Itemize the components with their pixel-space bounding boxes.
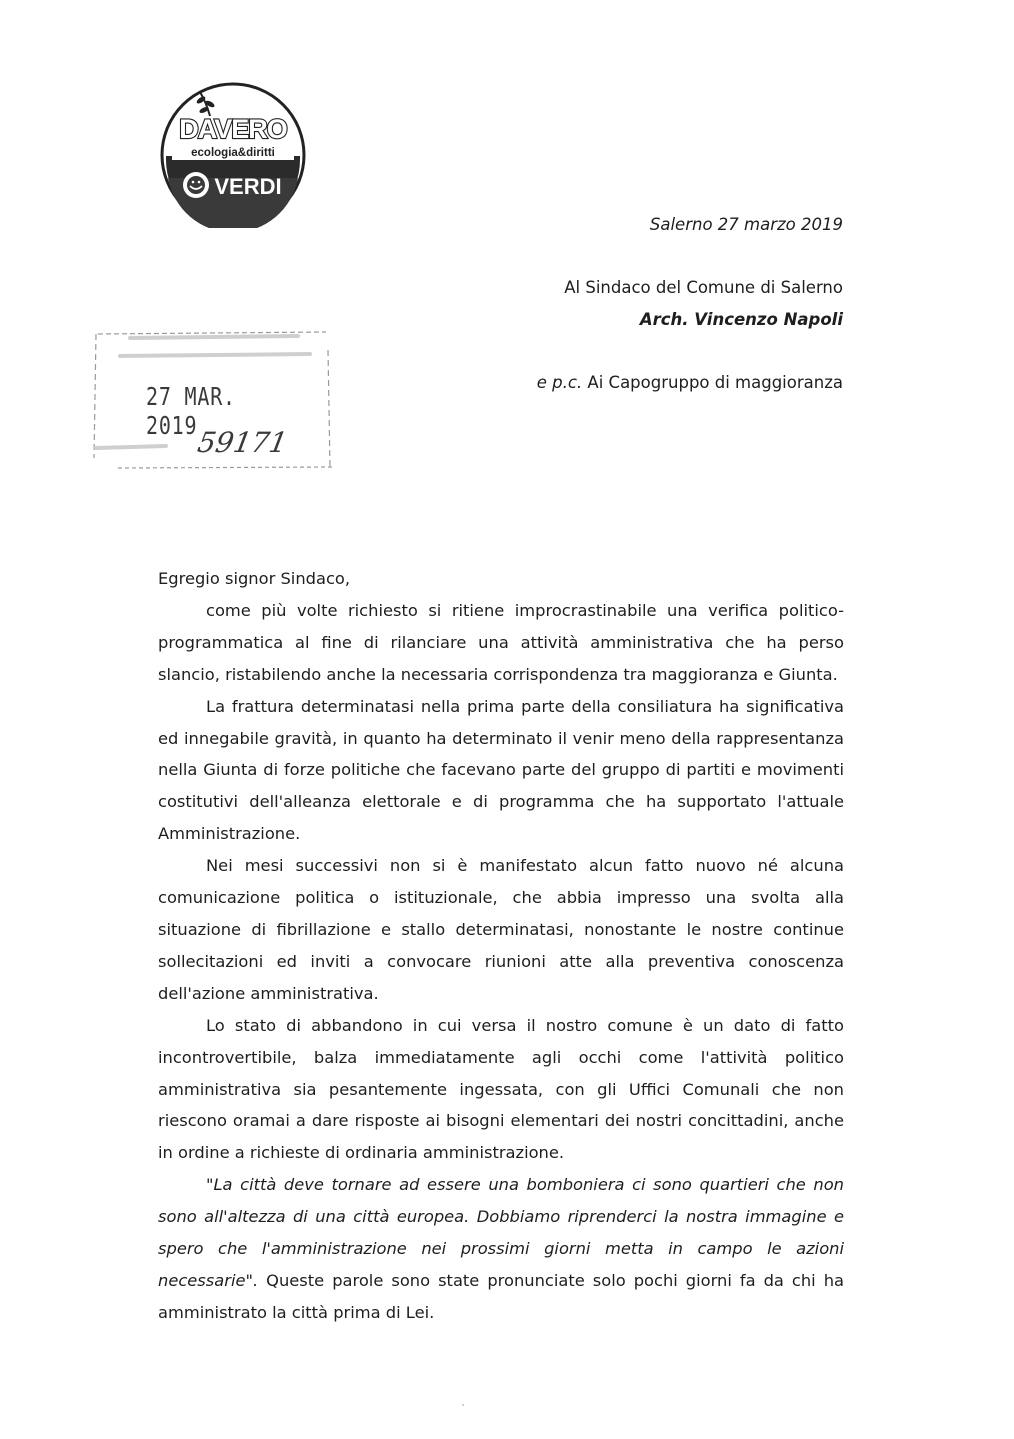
letter-date: Salerno 27 marzo 2019 — [649, 215, 843, 234]
paragraph-5 — [158, 1169, 844, 1329]
stamp-protocol-number: 59171 — [195, 426, 290, 459]
svg-text:VERDI: VERDI — [214, 174, 282, 199]
letter-body — [158, 563, 844, 1329]
svg-text:ecologia&diritti: ecologia&diritti — [191, 147, 275, 159]
cc-prefix: e p.c. — [536, 373, 583, 392]
quotation: "La città deve tornare ad essere una bomboniera ci sono quartieri che non sono all'altezza di una città europea. Dobbiamo riprenderci la nostra immagine e spero che l'amministrazione nei prossimi giorni metta in campo le azioni necessarie". — [158, 1175, 844, 1290]
davero-verdi-logo-icon — [160, 82, 306, 228]
cc-line — [537, 373, 843, 392]
salutation: Egregio signor Sindaco, — [158, 569, 351, 588]
recipient-name: Arch. Vincenzo Napoli — [639, 310, 843, 329]
cc-recipient: Ai Capogruppo di maggioranza — [582, 373, 843, 392]
quotation-attribution: Queste parole sono state pronunciate solo pochi giorni fa da chi ha amministrato la città prima di Lei. — [158, 1270, 844, 1322]
scan-speck — [462, 1404, 464, 1406]
paragraph-2: La frattura determinatasi nella prima parte della consiliatura ha significativa ed innegabile gravità, in quanto ha determinato il venir meno della rappresentanza nella Giunta di forze politiche che facevano parte del gruppo di partiti e movimenti costitutivi dell'alleanza elettorale e di programma che ha supportato l'attuale Amministrazione. — [158, 696, 844, 844]
protocol-stamp — [88, 320, 338, 472]
paragraph-3: Nei mesi successivi non si è manifestato alcun fatto nuovo né alcuna comunicazione politica o istituzionale, che abbia impresso una svolta alla situazione di fibrillazione e stallo determinatasi, nonostante le nostre continue sollecitazioni ed inviti a convocare riunioni atte alla preventiva conoscenza dell'azione amministrativa. — [158, 856, 844, 1003]
stamp-date: 27 MAR. 2019 — [146, 382, 236, 440]
paragraph-4: Lo stato di abbandono in cui versa il nostro comune è un dato di fatto incontrovertibile, balza immediatamente agli occhi come l'attività politico amministrativa sia pesantemente ingessata, con gli Uffici Comunali che non riescono oramai a dare risposte ai bisogni elementari dei nostri concittadini, anche in ordine a richieste di ordinaria amministrazione. — [158, 1015, 844, 1163]
paragraph-1: come più volte richiesto si ritiene improcrastinabile una verifica politico-programmatica al fine di rilanciare una attività amministrativa che ha perso slancio, ristabilendo anche la necessaria corrispondenza tra maggioranza e Giunta. — [158, 600, 844, 684]
sun-icon — [183, 172, 209, 198]
svg-text:DAVERO: DAVERO — [179, 114, 287, 144]
recipient-title: Al Sindaco del Comune di Salerno — [564, 278, 843, 297]
party-logo — [160, 82, 306, 228]
